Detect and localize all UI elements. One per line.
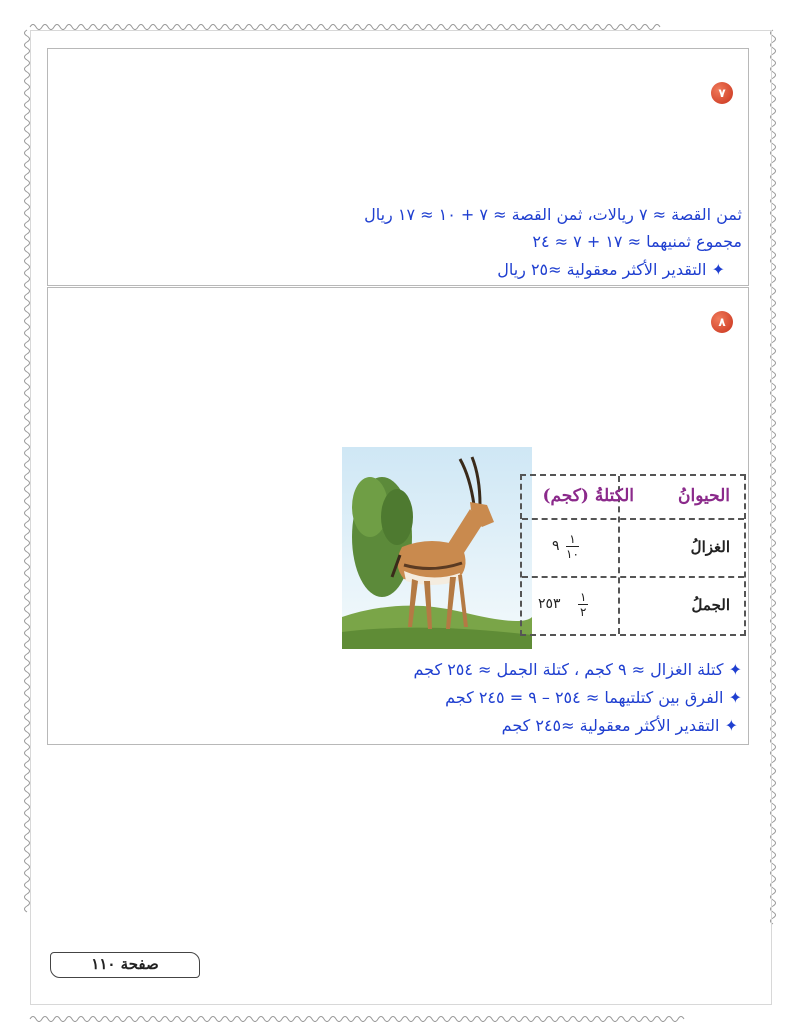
camel-mass-fraction: [578, 590, 588, 619]
camel-mass-denominator: ٢: [580, 605, 587, 619]
gazelle-mass-denominator: ١٠: [566, 547, 579, 561]
camel-mass-whole: ٢٥٣: [538, 596, 561, 612]
gazelle-mass-whole: ٩: [552, 538, 560, 554]
table-header-animal: الحيوانُ: [678, 486, 730, 506]
table-header-row: [522, 476, 744, 520]
table-cell-camel: الجملُ: [691, 596, 730, 614]
problem-8-answer-2: ✦ الفرق بين كتلتيهما ≈ ٢٥٤ – ٩ = ٢٤٥ كجم: [445, 688, 742, 707]
gazelle-mass-fraction: [566, 532, 579, 561]
problem-8-answer-1: ✦ كتلة الغزال ≈ ٩ كجم ، كتلة الجمل ≈ ٢٥٤ كجم: [413, 660, 742, 679]
gazelle-illustration: [342, 447, 532, 649]
bottom-wavy-border: [0, 1010, 800, 1028]
problem-7-answer-3: ✦ التقدير الأكثر معقولية ≈٢٥ ريال: [497, 260, 725, 279]
problem-8-answer-3: ✦ التقدير الأكثر معقولية ≈٢٤٥ كجم: [501, 716, 738, 735]
table-row-camel: [522, 578, 744, 636]
question-number-8-badge: ٨: [711, 311, 733, 333]
table-header-mass: الكتلةُ (كجم): [542, 486, 634, 506]
problem-7-answer-2: مجموع ثمنيهما ≈ ١٧ + ٧ ≈ ٢٤: [532, 232, 742, 251]
table-cell-gazelle: الغزالُ: [690, 538, 730, 556]
mass-table: [520, 474, 746, 636]
question-number-7-badge: ٧: [711, 82, 733, 104]
problem-7-answer-1: ثمن القصة ≈ ٧ ريالات، ثمن القصة ≈ ٧ + ١٠ ≈ ١٧ ريال: [364, 205, 742, 224]
page-number-label: صفحة ١١٠: [50, 952, 200, 978]
camel-mass-numerator: ١: [580, 590, 587, 604]
gazelle-mass-numerator: ١: [566, 532, 579, 547]
table-row-gazelle: [522, 520, 744, 578]
